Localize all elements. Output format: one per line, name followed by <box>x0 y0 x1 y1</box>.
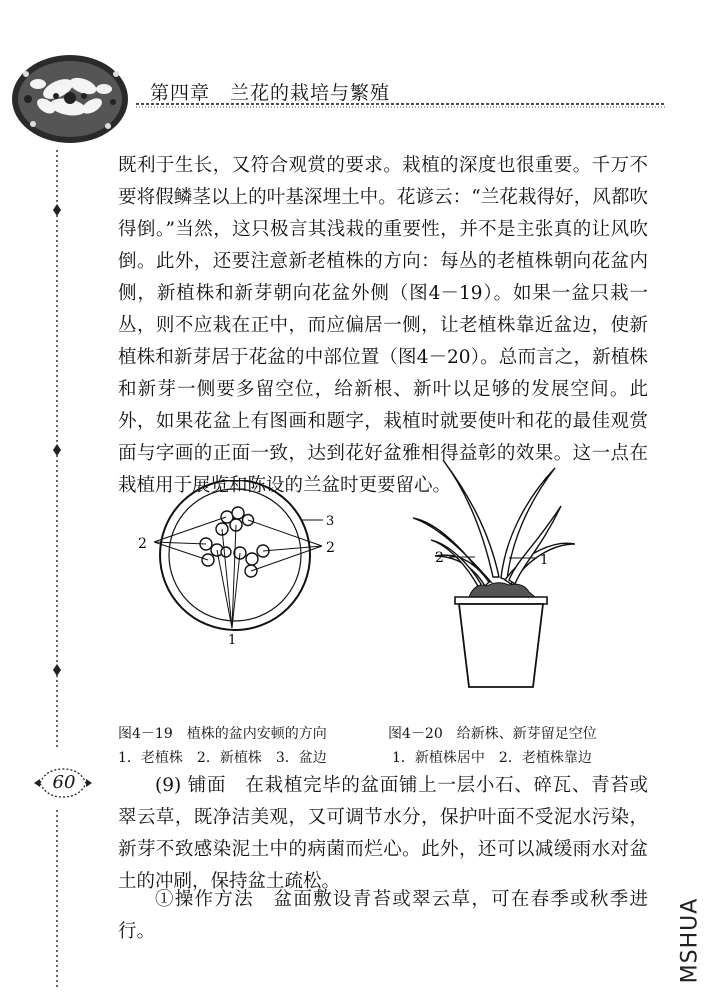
body-paragraph-3 <box>118 884 648 948</box>
chapter-title: 第四章 兰花的栽培与繁殖 <box>150 82 391 104</box>
figure-4-19-diagram <box>130 480 360 660</box>
fig-4-19-label-2-left: 2 <box>138 536 147 552</box>
page-number: 60 <box>52 772 76 793</box>
fig-4-19-label-2-right: 2 <box>326 540 335 556</box>
figure-4-20-diagram <box>405 452 575 692</box>
margin-ornament-line <box>50 150 64 990</box>
fig-4-20-label-1: 1 <box>540 553 549 568</box>
body-paragraph-1 <box>118 150 648 502</box>
body-paragraph-2 <box>118 770 648 898</box>
figure-4-20-caption-legend: 1．新植株居中 2．老植株靠边 <box>392 750 592 766</box>
fig-4-19-label-3: 3 <box>326 514 335 529</box>
figure-4-19-caption-legend: 1．老植株 2．新植株 3．盆边 <box>118 750 327 766</box>
paragraph-text: (9) 铺面 在栽植完毕的盆面铺上一层小石、碎瓦、青苔或翠云草，既净洁美观，又可调节水分，保护叶面不受泥水污染，新芽不致感染泥土中的病菌而烂心。此外，还可以减缓雨水对盆土的冲刷，保持盆土疏松。 <box>118 775 648 892</box>
watermark <box>676 885 704 995</box>
paragraph-text: ①操作方法 盆面敷设青苔或翠云草，可在春季或秋季进行。 <box>118 889 648 942</box>
watermark-text: MSHUA <box>677 897 703 983</box>
fig-4-19-label-1: 1 <box>228 633 237 648</box>
orchid-flower-emblem-icon <box>8 44 138 154</box>
fig-4-20-label-2: 2 <box>435 550 444 566</box>
figure-4-20-caption-title: 图4－20 给新株、新芽留足空位 <box>388 726 597 742</box>
paragraph-text: 既利于生长，又符合观赏的要求。栽植的深度也很重要。千万不要将假鳞茎以上的叶基深埋土中。花谚云：“兰花栽得好，风都吹得倒。”当然，这只极言其浅栽的重要性，并不是主张真的让风吹倒。此外，还要注意新老植株的方向：每丛的老植株朝向花盆内侧，新植株和新芽朝向花盆外侧（图4－19）。如果一盆只栽一丛，则不应栽在正中，而应偏居一侧，让老植株靠近盆边，使新植株和新芽居于花盆的中部位置（图4－20）。总而言之，新植株和新芽一侧要多留空位，给新根、新叶以足够的发展空间。此外，如果花盆上有图画和题字，栽植时就要使叶和花的最佳观赏面与字画的正面一致，达到花好盆雅相得益彰的效果。这一点在栽植用于展览和陈设的兰盆时更要留心。 <box>118 155 648 496</box>
header-rule <box>136 102 666 108</box>
figure-4-19-caption-title: 图4－19 植株的盆内安顿的方向 <box>118 726 327 742</box>
